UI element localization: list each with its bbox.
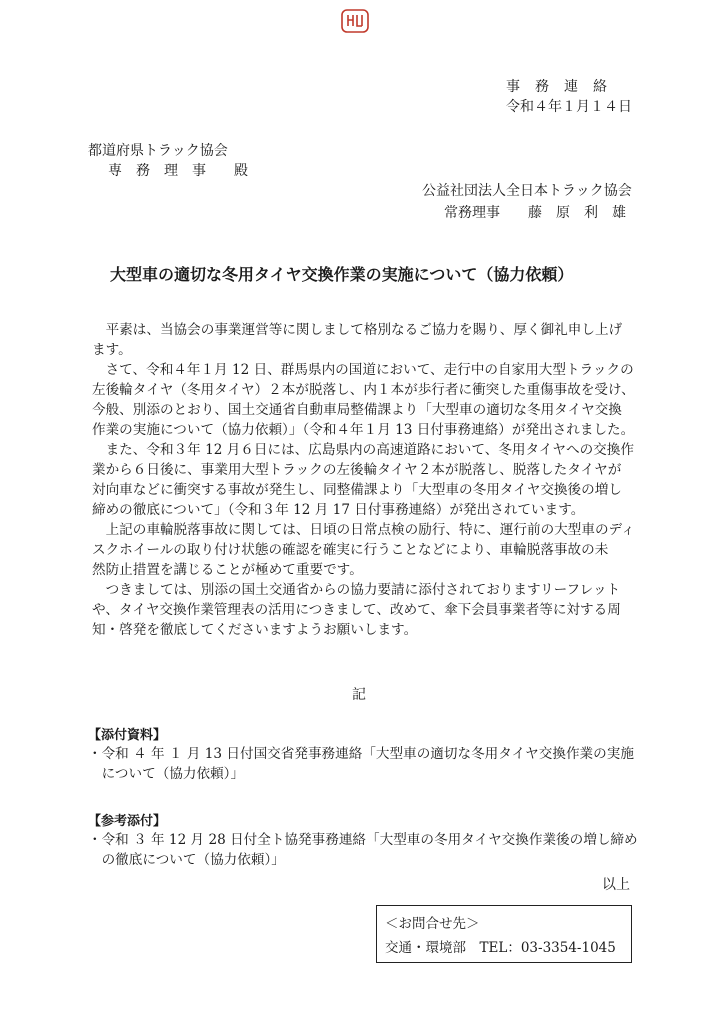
contact-line: 交通・環境部 TEL：03-3354-1045 [385,940,616,956]
body-line: 知・啓発を徹底してくださいますようお願いします。 [92,622,418,638]
contact-heading: ＜お問合せ先＞ [385,916,480,932]
body-line: 締めの徹底について」（令和３年 12 月 17 日付事務連絡）が発出されています。 [92,502,585,518]
reference-item: の徹底について（協力依頼）」 [88,852,285,868]
body-line: 今般、別添のとおり、国土交通省自動車局整備課より「大型車の適切な冬用タイヤ交換 [92,402,622,418]
addressee-title: 専 務 理 事 殿 [108,163,248,179]
body-line: スクホイールの取り付け状態の確認を確実に行うことなどにより、車輪脱落事故の未 [92,542,609,558]
closing-ijou: 以上 [602,877,630,893]
sender-name: 常務理事 藤 原 利 雄 [444,205,626,221]
body-line: 作業の実施について（協力依頼）」（令和４年１月 13 日付事務連絡）が発出されました。 [92,422,635,438]
body-line: や、タイヤ交換作業管理表の活用につきまして、改めて、傘下会員事業者等に対する周 [92,602,621,618]
body-line: さて、令和４年１月 12 日、群馬県内の国道において、走行中の自家用大型トラックの [92,362,634,378]
body-line: 上記の車輪脱落事故に関しては、日頃の日常点検の励行、特に、運行前の大型車のディ [92,522,635,538]
body-line: 対向車などに衝突する事故が発生し、同整備課より「大型車の冬用タイヤ交換後の増し [92,482,622,498]
body-line: つきましては、別添の国土交通省からの協力要請に添付されておりますリーフレット [92,582,621,598]
body-line: また、令和３年 12 月６日には、広島県内の高速道路において、冬用タイヤへの交換作 [92,442,634,458]
doc-date: 令和４年１月１４日 [506,99,632,115]
body-text [92,320,635,640]
attachment-item: ・令和 ４ 年 １ 月 13 日付国交省発事務連絡「大型車の適切な冬用タイヤ交換作業の実施 [88,746,634,762]
body-line: 左後輪タイヤ（冬用タイヤ）２本が脱落し、内１本が歩行者に衝突した重傷事故を受け、 [92,382,635,398]
attachment-item: について（協力依頼）」 [88,766,245,782]
attachments-heading: 【添付資料】 [88,728,167,743]
references-heading: 【参考添付】 [88,814,167,829]
body-line: 業から６日後に、事業用大型トラックの左後輪タイヤ２本が脱落し、脱落したタイヤが [92,462,622,478]
body-line: 然防止措置を講じることが極めて重要です。 [92,562,363,578]
document-title: 大型車の適切な冬用タイヤ交換作業の実施について（協力依頼） [110,265,574,284]
contact-box [376,905,632,963]
doc-type: 事 務 連 絡 [506,79,608,95]
sender-org: 公益社団法人全日本トラック協会 [422,183,632,199]
reference-item: ・令和 ３ 年 12 月 28 日付全ト協発事務連絡「大型車の冬用タイヤ交換作業後の増し締め [88,832,638,848]
references-list [88,830,638,870]
attachments-list [88,744,634,784]
ki-marker: 記 [352,687,366,703]
body-line: ます。 [92,342,132,358]
addressee-org: 都道府県トラック協会 [88,143,228,159]
seal-stamp-icon [340,8,370,34]
body-line: 平素は、当協会の事業運営等に関しまして格別なるご協力を賜り、厚く御礼申し上げ [92,322,623,338]
